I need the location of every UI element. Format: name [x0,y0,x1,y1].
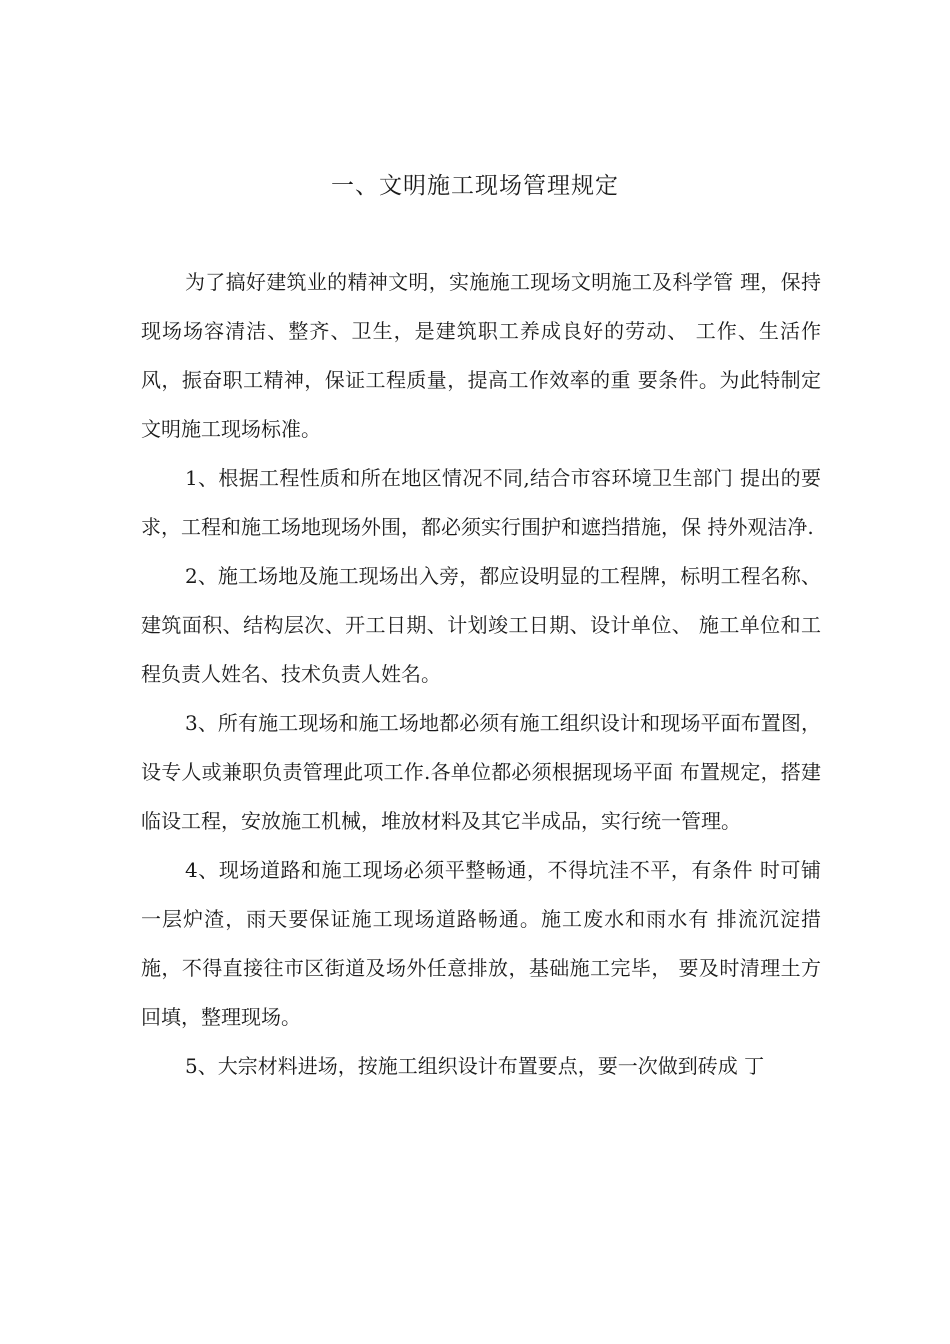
rule-paragraph-2: 2、施工场地及施工现场出入旁，都应设明显的工程牌，标明工程名称、建筑面积、结构层次、开工日期、计划竣工日期、设计单位、 施工单位和工程负责人姓名、技术负责人姓名。 [141,564,821,686]
document-title: 一、文明施工现场管理规定 [331,173,619,199]
rule-paragraph-4: 4、现场道路和施工现场必须平整畅通，不得坑洼不平，有条件 时可铺一层炉渣，雨天要保证施工现场道路畅通。施工废水和雨水有 排流沉淀措施，不得直接往市区街道及场外任意排放，基础施工完毕， 要及时清理土方回填，整理现场。 [141,858,821,1029]
intro-paragraph: 为了搞好建筑业的精神文明，实施施工现场文明施工及科学管 理，保持现场场容清洁、整齐、卫生，是建筑职工养成良好的劳动、 工作、生活作风，振奋职工精神，保证工程质量，提高工作效率的重 要条件。为此特制定文明施工现场标准。 [141,270,821,441]
rule-paragraph-1: 1、根据工程性质和所在地区情况不同,结合市容环境卫生部门 提出的要求，工程和施工场地现场外围，都必须实行围护和遮挡措施，保 持外观洁净. [141,466,821,539]
rule-paragraph-3: 3、所有施工现场和施工场地都必须有施工组织设计和现场平面布置图，设专人或兼职负责管理此项工作.各单位都必须根据现场平面 布置规定，搭建临设工程，安放施工机械，堆放材料及其它半成品，实行统一管理。 [141,711,821,833]
document-body [141,258,821,1091]
rule-paragraph-5: 5、大宗材料进场，按施工组织设计布置要点，要一次做到砖成 丁 [185,1054,765,1078]
